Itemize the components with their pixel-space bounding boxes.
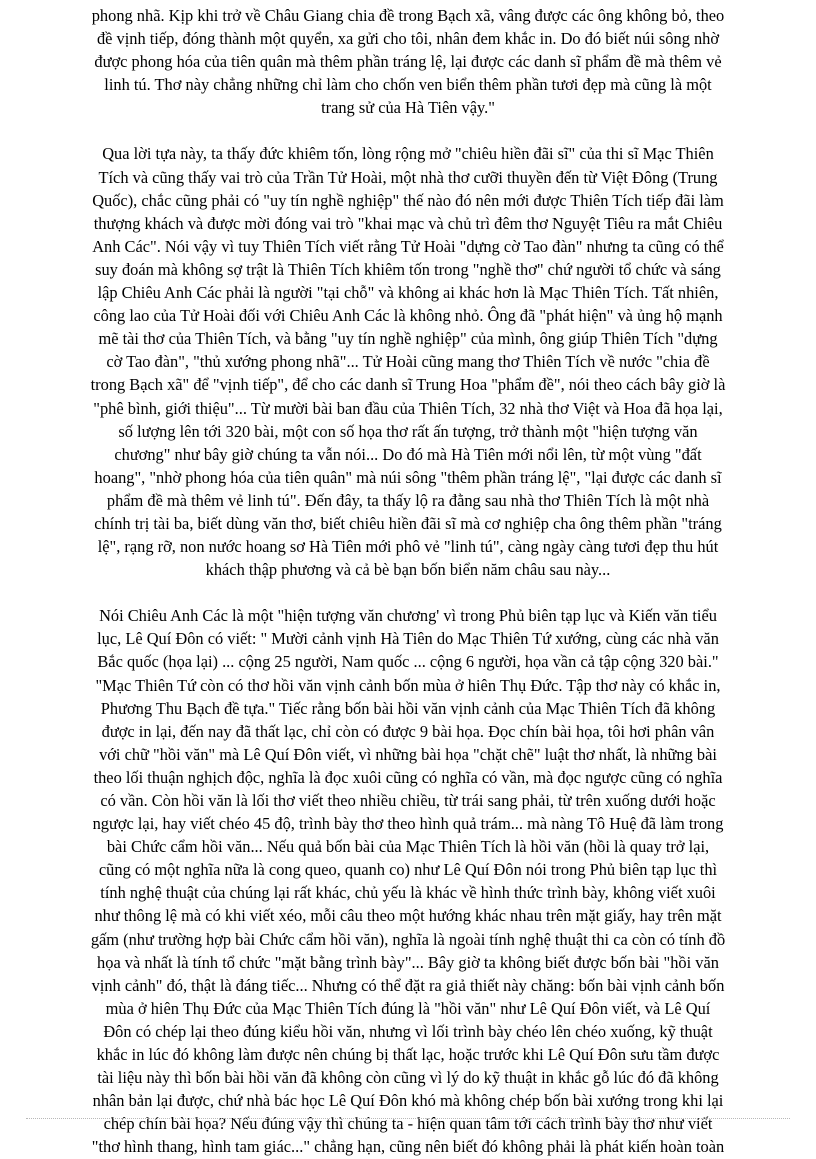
text-line: khắc in lúc đó không làm được nên chúng bị thất lạc, hoặc trước khi Lê Quí Đôn sưu tầm được <box>96 1045 720 1065</box>
text-line: tính nghệ thuật của chúng lại rất khác, chủ yếu là khác về hình thức trình bày, không viết xuôi <box>100 883 716 903</box>
paragraph-commentary <box>26 142 790 581</box>
text-line: linh tú. Thơ này chẳng những chỉ làm cho chốn ven biển thêm phần tươi đẹp mà cũng là một <box>104 75 712 95</box>
text-line: suy đoán mà không sợ trật là Thiên Tích khiêm tốn trong "nghề thơ" chứ người tổ chức và sáng <box>95 259 721 279</box>
text-line: số lượng lên tới 320 bài, một con số họa thơ rất ấn tượng, trở thành một "hiện tượng văn <box>118 421 698 441</box>
text-line: Bắc quốc (họa lại) ... cộng 25 người, Nam quốc ... cộng 6 người, họa vần cả tập cộng 320 bài." <box>97 652 719 672</box>
text-line: chép chín bài họa? Nếu đúng vậy thì chúng ta - hiện quan tâm tới cách trình bày thơ như viết <box>103 1114 713 1134</box>
text-line: có vần. Còn hồi văn là lối thơ viết theo nhiều chiều, từ trái sang phải, từ trên xuống dưới hoặc <box>100 791 716 810</box>
text-line: cũng có một nghĩa nữa là cong queo, quanh co) như Lê Quí Đôn nói trong Phủ biên tạp lục thì <box>98 860 718 880</box>
text-line: với chữ "hồi văn" mà Lê Quí Đôn viết, vì những bài họa "chặt chẽ" luật thơ nhất, là những bài <box>99 744 717 764</box>
text-line: được in lại, đến nay đã thất lạc, chỉ còn có được 9 bài họa. Đọc chín bài họa, tôi hơi phân vân <box>101 721 715 741</box>
text-line: được phong hóa của tiên quân mà thêm phần tráng lệ, lại được các danh sĩ phẩm đề mà thêm vẻ <box>94 52 722 72</box>
text-line: Nói Chiêu Anh Các là một "hiện tượng văn chương' vì trong Phủ biên tạp lục và Kiến văn tiểu <box>99 606 717 626</box>
document-page <box>26 4 790 1159</box>
text-line: gấm (như trường hợp bài Chức cẩm hồi văn), nghĩa là ngoài tính nghệ thuật thi ca còn có tính đồ <box>90 929 726 949</box>
text-line: Đôn có chép lại theo đúng kiểu hồi văn, nhưng vì lối trình bày chéo lên chéo xuống, kỹ thuật <box>103 1021 713 1041</box>
text-line: họa và nhất là tính tổ chức "mặt bằng trình bày"... Bây giờ ta không biết được bốn bài "hồi văn <box>97 952 719 972</box>
text-line: bài Chức cẩm hồi văn... Nếu quả bốn bài của Mạc Thiên Tích là hồi văn (hồi là quay trở lại, <box>106 837 710 857</box>
text-line: lập Chiêu Anh Các phải là người "tại chỗ" và không ai khác hơn là Mạc Thiên Tích. Tất nhiên, <box>97 283 719 303</box>
paragraph-spacer <box>26 581 790 604</box>
text-line: Anh Các". Nói vậy vì tuy Thiên Tích viết rằng Tử Hoài "dựng cờ Tao đàn" nhưng ta cũng có thể <box>92 236 724 256</box>
text-line: nhân bản lại được, chứ nhà bác học Lê Quí Đôn khó mà không chép bốn bài xướng trong khi lại <box>92 1091 724 1111</box>
text-line: chính trị tài ba, biết dùng văn thơ, biết chiêu hiền đãi sĩ mà cơ nghiệp cha ông thêm phần "tráng <box>94 513 722 533</box>
paragraph-spacer <box>26 119 790 142</box>
text-line: "Mạc Thiên Tứ còn có thơ hồi văn vịnh cảnh bốn mùa ở hiên Thụ Đức. Tập thơ này có khắc in, <box>95 675 721 695</box>
text-line: trang sử của Hà Tiên vậy." <box>321 98 495 118</box>
text-line: cờ Tao đàn", "thủ xướng phong nhã"... Tử Hoài cũng mang thơ Thiên Tích về nước "chia đề <box>106 352 710 372</box>
text-line: "phê bình, giới thiệu"... Từ mười bài ban đầu của Thiên Tích, 32 nhà thơ Việt và Hoa đã họa lại, <box>93 398 723 418</box>
text-line: tài liệu này thì bốn bài hồi văn đã không còn cũng vì lý do kỹ thuật in khắc gỗ lúc đó đã không <box>97 1068 719 1088</box>
text-line: phong nhã. Kịp khi trở về Châu Giang chia đề trong Bạch xã, vâng được các ông không bỏ, theo <box>91 6 725 25</box>
text-line: công lao của Tử Hoài đối với Chiêu Anh Các là không nhỏ. Ông đã "phát hiện" và ủng hộ mạnh <box>93 306 723 326</box>
text-line: Quốc), chắc cũng phải có "uy tín nghề nghiệp" thế nào đó nên mới được Thiên Tích tiếp đãi làm <box>92 190 724 210</box>
text-line: thượng khách và được mời đóng vai trò "khai mạc và chủ trì đêm thơ Nguyệt Tiêu ra mắt Chiêu <box>93 213 723 233</box>
text-line: lệ", rạng rỡ, non nước hoang sơ Hà Tiên mới phô vẻ "linh tú", càng ngày càng tươi đẹp thu hút <box>97 537 719 557</box>
text-line: trong Bạch xã" để "vịnh tiếp", để cho các danh sĩ Trung Hoa "phẩm đề", nói theo cách bây giờ là <box>90 375 726 395</box>
text-line: như thông lệ mà có khi viết xéo, mỗi câu theo một hướng khác nhau trên mặt giấy, hay trên mặt <box>94 906 722 926</box>
text-line: ngược lại, hay viết chéo 45 độ, trình bày thơ theo hình quả trám... mà nàng Tô Huệ đã làm trong <box>92 814 724 834</box>
text-line: mùa ở hiên Thụ Đức của Mạc Thiên Tích đúng là "hồi văn" như Lê Quí Đôn viết, và Lê Quí <box>105 998 711 1018</box>
text-line: mẽ tài thơ của Thiên Tích, và bằng "uy tín nghề nghiệp" của mình, ông giúp Thiên Tích "dựng <box>98 329 718 349</box>
text-line: lục, Lê Quí Đôn có viết: " Mười cảnh vịnh Hà Tiên do Mạc Thiên Tứ xướng, cùng các nhà văn <box>97 629 719 649</box>
text-line: vịnh cảnh" đó, thật là đáng tiếc... Nhưng có thể đặt ra giả thiết này chăng: bốn bài vịnh cảnh bốn <box>91 975 725 995</box>
paragraph-preface-quote <box>26 4 790 119</box>
text-line: theo lối thuận nghịch độc, nghĩa là đọc xuôi cũng có nghĩa có vần, mà đọc ngược cũng có nghĩa <box>93 767 723 787</box>
page-bottom-rule <box>26 1118 790 1119</box>
text-line: phẩm đề mà thêm vẻ linh tú". Đến đây, ta thấy lộ ra đằng sau nhà thơ Thiên Tích là một nhà <box>106 490 710 510</box>
text-line: khách thập phương và cả bè bạn bốn biển năm châu sau này... <box>205 560 611 580</box>
paragraph-hoi-van <box>26 604 790 1158</box>
text-line: chương" như bây giờ chúng ta vẫn nói... Do đó mà Hà Tiên mới nổi lên, từ một vùng "đất <box>114 444 702 464</box>
text-line: đề vịnh tiếp, đóng thành một quyển, xa gửi cho tôi, nhân đem khắc in. Do đó biết núi sông nhờ <box>96 29 720 49</box>
text-line: "thơ hình thang, hình tam giác..." chẳng hạn, cũng nên biết đó không phải là phát kiến hoàn toàn <box>91 1137 725 1157</box>
text-line: Phương Thu Bạch đề tựa." Tiếc rằng bốn bài hồi văn vịnh cảnh của Mạc Thiên Tích đã không <box>100 698 716 718</box>
text-line: Qua lời tựa này, ta thấy đức khiêm tốn, lòng rộng mở "chiêu hiền đãi sĩ" của thi sĩ Mạc Thiên <box>102 144 714 164</box>
text-line: hoang", "nhờ phong hóa của tiên quân" mà núi sông "thêm phần tráng lệ", "lại được các danh sĩ <box>94 467 722 487</box>
text-line: Tích và cũng thấy vai trò của Trần Tử Hoài, một nhà thơ cưỡi thuyền đến từ Việt Đông (Trung <box>98 167 718 187</box>
